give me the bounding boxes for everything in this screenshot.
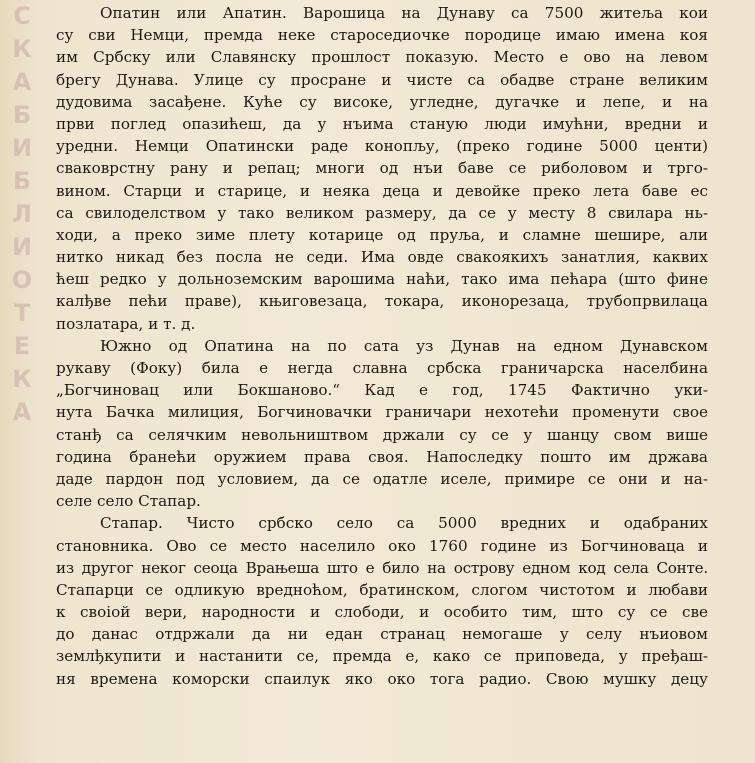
- text-line: селе село Стапар.: [56, 492, 201, 511]
- stamp-letter: Е: [13, 332, 31, 360]
- text-line: Южно од Опатина на по сата уз Дунав на едном Дунавском: [100, 336, 708, 355]
- text-line: Опатин или Апатин. Варошица на Дунаву са 7500 житеља кои: [100, 4, 708, 22]
- stamp-letter: О: [11, 266, 33, 294]
- stamp-letter: И: [11, 233, 33, 261]
- stamp-letter: К: [12, 365, 32, 393]
- text-line: позлатара, и т. д.: [56, 314, 196, 333]
- text-line: „Богчиновац или Бокшаново.“ Кад е год, 1745 Фактично уки-: [56, 381, 708, 400]
- text-line: станђ са селячким невольништвом држали су се у шанцу свом више: [56, 425, 708, 444]
- text-line: становника. Ово се место населило око 1760 године из Богчиноваца и: [56, 536, 708, 555]
- text-line: уредни. Немци Опатински раде конопљу, (преко године 5000 центи): [56, 137, 708, 156]
- text-line: до данас отдржали да ни едан странац немогаше у селу нъиовом: [56, 625, 708, 644]
- stamp-letter: Б: [12, 101, 32, 129]
- paragraph-stapar: [56, 512, 708, 690]
- text-line: вином. Старци и старице, и неяка деца и девойке преко лета баве ес: [56, 181, 708, 200]
- text-line: к своіой вери, народности и слободи, и особито тим, што су се све: [56, 603, 708, 622]
- text-line: први поглед опазићеш, да у нъима станую люди имућни, вредни и: [56, 114, 708, 133]
- text-line: Стапар. Чисто србско село са 5000 вредних и одабраних: [100, 514, 708, 533]
- text-line: ходи, а преко зиме плету котарице од пруља, и сламне шешире, али: [56, 225, 708, 244]
- text-line: нута Бачка милиция, Богчиновачки граничари нехотећи променути свое: [56, 403, 708, 422]
- text-line: ћеш редко у дольноземским варошима наћи, тако има пећара (што фине: [56, 270, 708, 289]
- stamp-letter: К: [12, 35, 32, 63]
- body-text: [56, 2, 708, 690]
- text-line: из другог неког сеоца Врањеша што е било на острову едном код села Сонте.: [56, 558, 708, 577]
- text-line: година бранећи оружием права своя. Напоследку пошто им држава: [56, 447, 708, 466]
- text-line: рукаву (Фоку) била е негда славна србска граничарска населбина: [56, 359, 708, 377]
- stamp-letter: Т: [13, 299, 31, 327]
- paragraph-bogchinovac: [56, 335, 708, 513]
- text-line: даде пардон под условием, да се одатле иселе, примире се они и на-: [56, 469, 708, 488]
- text-line: Стапарци се одликую вредноћом, братинском, слогом чистотом и любави: [56, 580, 708, 599]
- text-line: сваковрстну рану и репац; многи од нъи баве се риболовом и трго-: [56, 159, 708, 178]
- stamp-letter: Б: [12, 167, 32, 195]
- stamp-letter: С: [13, 2, 31, 30]
- text-line: дудовима засађене. Куће су високе, угледне, дугачке и лепе, и на: [56, 92, 708, 111]
- text-line: брегу Дунава. Улице су просране и чисте са обадве стране великим: [56, 70, 708, 89]
- library-stamp-watermark: [8, 0, 36, 500]
- text-line: нитко никад без посла не седи. Има овде свакоякихъ занатлия, каквих: [56, 248, 708, 267]
- text-line: калђве пећи праве), књиговезаца, токара, иконорезаца, трубопрвилаца: [56, 292, 708, 311]
- stamp-letter: А: [12, 68, 32, 96]
- stamp-letter: А: [12, 398, 32, 426]
- text-line: су сви Немци, премда неке староседиочке породице имаю имена коя: [56, 26, 708, 45]
- text-line: землђкупити и настанити се, премда е, како се приповеда, у пређаш-: [56, 647, 708, 666]
- paragraph-apatin: [56, 2, 708, 335]
- text-line: им Србску или Славянску прошлост показую. Место е ово на левом: [56, 48, 708, 67]
- stamp-letter: И: [11, 134, 33, 162]
- stamp-letter: Л: [12, 200, 32, 228]
- text-line: са свилоделством у тако великом размеру, да се у месту 8 свилара нь-: [56, 203, 708, 222]
- text-line: ня времена коморски спаилук яко око тога радио. Свою мушку децу: [56, 669, 708, 688]
